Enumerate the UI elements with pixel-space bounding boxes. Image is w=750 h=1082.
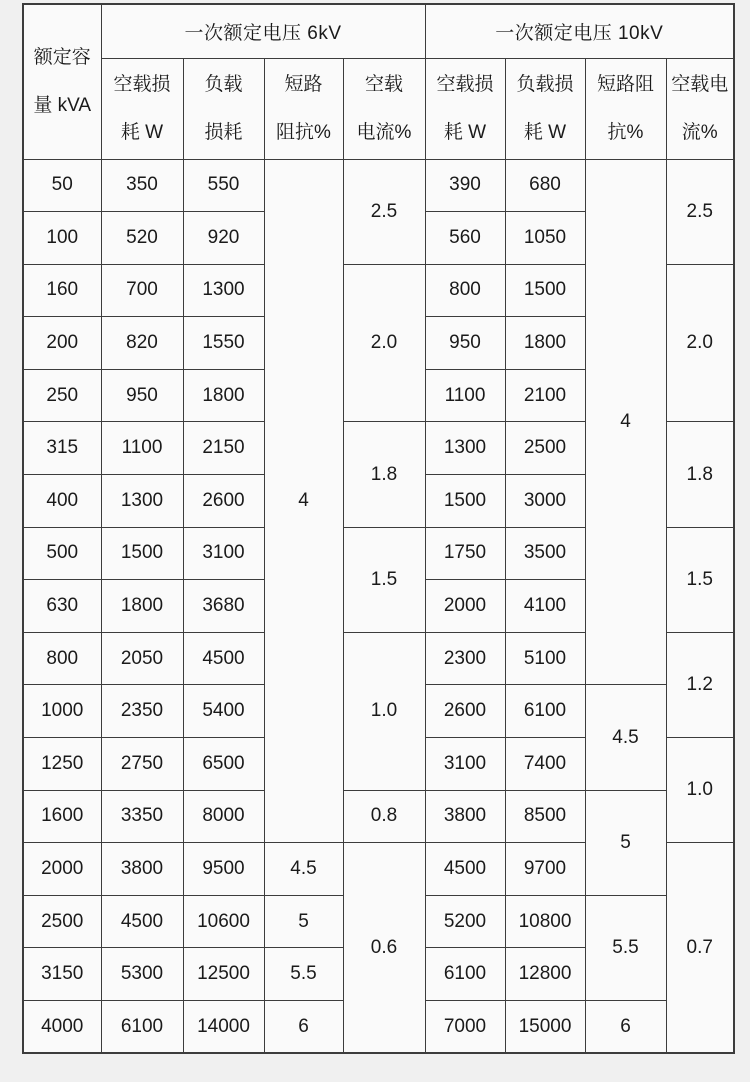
header-kv10-impedance (585, 58, 666, 159)
cell-kv6-no-load-current-pct: 0.6 (343, 843, 425, 1053)
cell-kv6-no-load-loss-w: 2750 (101, 738, 183, 791)
cell-kv10-no-load-current-pct: 1.8 (666, 422, 734, 527)
cell-kv6-load-loss: 2600 (183, 475, 264, 528)
header-line: 空载电 (671, 73, 729, 95)
cell-kv10-no-load-loss-w: 390 (425, 159, 505, 212)
cell-kv10-no-load-loss-w: 2300 (425, 632, 505, 685)
cell-kv6-load-loss: 1800 (183, 369, 264, 422)
cell-kv10-load-loss-w: 2500 (505, 422, 585, 475)
group-header-6kv: 一次额定电压 6kV (101, 4, 425, 58)
cell-kv6-load-loss: 1550 (183, 317, 264, 370)
cell-kv10-no-load-current-pct: 1.5 (666, 527, 734, 632)
cell-kv6-no-load-loss-w: 350 (101, 159, 183, 212)
cell-capacity-kva: 4000 (23, 1001, 101, 1054)
cell-kv10-load-loss-w: 680 (505, 159, 585, 212)
header-line: 电流% (356, 121, 412, 143)
cell-kv6-load-loss: 9500 (183, 843, 264, 896)
cell-capacity-kva: 400 (23, 475, 101, 528)
cell-capacity-kva: 800 (23, 632, 101, 685)
cell-kv6-load-loss: 3680 (183, 580, 264, 633)
cell-kv10-load-loss-w: 1500 (505, 264, 585, 317)
cell-kv6-no-load-loss-w: 1500 (101, 527, 183, 580)
cell-kv6-impedance-pct: 5 (264, 895, 343, 948)
cell-kv10-no-load-loss-w: 5200 (425, 895, 505, 948)
cell-kv10-load-loss-w: 15000 (505, 1001, 585, 1054)
cell-kv6-impedance-pct: 5.5 (264, 948, 343, 1001)
cell-kv10-no-load-current-pct: 1.0 (666, 738, 734, 843)
cell-kv10-no-load-loss-w: 6100 (425, 948, 505, 1001)
cell-kv6-load-loss: 10600 (183, 895, 264, 948)
cell-capacity-kva: 250 (23, 369, 101, 422)
cell-kv10-no-load-loss-w: 2600 (425, 685, 505, 738)
cell-kv6-no-load-current-pct: 2.5 (343, 159, 425, 264)
header-line: 负载损 (516, 73, 574, 95)
cell-kv6-no-load-loss-w: 2050 (101, 632, 183, 685)
cell-kv10-no-load-loss-w: 800 (425, 264, 505, 317)
cell-kv6-no-load-loss-w: 6100 (101, 1001, 183, 1054)
cell-kv10-load-loss-w: 3500 (505, 527, 585, 580)
cell-kv6-no-load-loss-w: 3800 (101, 843, 183, 896)
cell-kv6-no-load-loss-w: 950 (101, 369, 183, 422)
sub-header-row (23, 58, 734, 159)
cell-kv6-no-load-current-pct: 0.8 (343, 790, 425, 843)
cell-kv6-no-load-current-pct: 1.8 (343, 422, 425, 527)
header-kv6-impedance (264, 58, 343, 159)
cell-kv6-no-load-loss-w: 1800 (101, 580, 183, 633)
table-row (23, 159, 734, 212)
header-kv10-load-loss (505, 58, 585, 159)
cell-kv6-load-loss: 5400 (183, 685, 264, 738)
cell-kv6-no-load-loss-w: 1100 (101, 422, 183, 475)
cell-kv6-no-load-loss-w: 820 (101, 317, 183, 370)
header-kv6-no-load-current (343, 58, 425, 159)
cell-capacity-kva: 500 (23, 527, 101, 580)
table-row (23, 790, 734, 843)
cell-kv6-load-loss: 6500 (183, 738, 264, 791)
capacity-header-line1: 额定容 (33, 46, 91, 68)
group-header-10kv: 一次额定电压 10kV (425, 4, 734, 58)
cell-kv10-no-load-loss-w: 1750 (425, 527, 505, 580)
cell-kv6-no-load-loss-w: 5300 (101, 948, 183, 1001)
cell-kv10-load-loss-w: 9700 (505, 843, 585, 896)
header-kv10-no-load-loss (425, 58, 505, 159)
header-line: 空载 (364, 73, 403, 95)
cell-kv6-no-load-loss-w: 520 (101, 212, 183, 265)
cell-capacity-kva: 50 (23, 159, 101, 212)
header-kv6-load-loss (183, 58, 264, 159)
cell-kv6-load-loss: 8000 (183, 790, 264, 843)
cell-kv6-no-load-current-pct: 2.0 (343, 264, 425, 422)
cell-kv6-load-loss: 550 (183, 159, 264, 212)
cell-kv10-impedance-pct: 4 (585, 159, 666, 685)
header-line: 空载损 (436, 73, 494, 95)
cell-capacity-kva: 630 (23, 580, 101, 633)
cell-kv10-load-loss-w: 1800 (505, 317, 585, 370)
header-line: 耗 W (443, 121, 487, 143)
cell-kv6-impedance-pct: 4 (264, 159, 343, 843)
cell-kv6-no-load-loss-w: 4500 (101, 895, 183, 948)
cell-kv6-no-load-loss-w: 1300 (101, 475, 183, 528)
cell-kv10-load-loss-w: 2100 (505, 369, 585, 422)
header-line: 耗 W (523, 121, 567, 143)
cell-kv10-no-load-loss-w: 3800 (425, 790, 505, 843)
header-line: 损耗 (204, 121, 243, 143)
cell-kv6-no-load-loss-w: 700 (101, 264, 183, 317)
cell-kv6-load-loss: 3100 (183, 527, 264, 580)
cell-kv10-impedance-pct: 5.5 (585, 895, 666, 1000)
cell-kv6-load-loss: 14000 (183, 1001, 264, 1054)
cell-kv10-load-loss-w: 1050 (505, 212, 585, 265)
cell-kv10-no-load-loss-w: 1100 (425, 369, 505, 422)
cell-kv10-impedance-pct: 4.5 (585, 685, 666, 790)
cell-capacity-kva: 160 (23, 264, 101, 317)
header-line: 阻抗% (276, 121, 331, 143)
cell-kv10-no-load-loss-w: 4500 (425, 843, 505, 896)
header-line: 短路 (284, 73, 323, 95)
cell-kv10-impedance-pct: 6 (585, 1001, 666, 1054)
cell-capacity-kva: 100 (23, 212, 101, 265)
cell-kv10-no-load-loss-w: 3100 (425, 738, 505, 791)
cell-kv10-impedance-pct: 5 (585, 790, 666, 895)
cell-kv10-no-load-current-pct: 2.5 (666, 159, 734, 264)
group-header-row (23, 4, 734, 58)
cell-kv10-load-loss-w: 4100 (505, 580, 585, 633)
cell-kv6-no-load-current-pct: 1.5 (343, 527, 425, 632)
cell-kv6-impedance-pct: 4.5 (264, 843, 343, 896)
header-kv10-no-load-current (666, 58, 734, 159)
header-line: 空载损 (113, 73, 171, 95)
capacity-header-line2: 量 kVA (33, 94, 92, 116)
cell-kv10-load-loss-w: 10800 (505, 895, 585, 948)
transformer-spec-table (22, 3, 735, 1054)
cell-capacity-kva: 3150 (23, 948, 101, 1001)
cell-kv6-no-load-loss-w: 3350 (101, 790, 183, 843)
cell-kv6-load-loss: 920 (183, 212, 264, 265)
cell-capacity-kva: 2000 (23, 843, 101, 896)
cell-kv6-load-loss: 4500 (183, 632, 264, 685)
header-line: 耗 W (120, 121, 164, 143)
header-kv6-no-load-loss (101, 58, 183, 159)
cell-kv6-load-loss: 12500 (183, 948, 264, 1001)
cell-kv10-no-load-current-pct: 0.7 (666, 843, 734, 1053)
cell-capacity-kva: 1600 (23, 790, 101, 843)
cell-capacity-kva: 315 (23, 422, 101, 475)
cell-kv10-load-loss-w: 12800 (505, 948, 585, 1001)
cell-kv10-no-load-loss-w: 2000 (425, 580, 505, 633)
header-line: 负载 (204, 73, 243, 95)
cell-kv10-no-load-loss-w: 560 (425, 212, 505, 265)
table-body (23, 159, 734, 1053)
cell-kv10-no-load-loss-w: 950 (425, 317, 505, 370)
cell-kv6-load-loss: 1300 (183, 264, 264, 317)
header-line: 抗% (607, 121, 644, 143)
cell-kv10-no-load-loss-w: 1500 (425, 475, 505, 528)
cell-kv10-load-loss-w: 6100 (505, 685, 585, 738)
cell-capacity-kva: 200 (23, 317, 101, 370)
cell-kv6-impedance-pct: 6 (264, 1001, 343, 1054)
cell-kv10-load-loss-w: 7400 (505, 738, 585, 791)
cell-kv10-no-load-current-pct: 1.2 (666, 632, 734, 737)
cell-kv6-load-loss: 2150 (183, 422, 264, 475)
cell-kv6-no-load-current-pct: 1.0 (343, 632, 425, 790)
cell-capacity-kva: 1250 (23, 738, 101, 791)
cell-capacity-kva: 2500 (23, 895, 101, 948)
header-line: 流% (681, 121, 718, 143)
cell-kv10-load-loss-w: 3000 (505, 475, 585, 528)
cell-kv6-no-load-loss-w: 2350 (101, 685, 183, 738)
cell-kv10-no-load-loss-w: 1300 (425, 422, 505, 475)
cell-kv10-no-load-current-pct: 2.0 (666, 264, 734, 422)
cell-capacity-kva: 1000 (23, 685, 101, 738)
cell-kv10-load-loss-w: 5100 (505, 632, 585, 685)
capacity-column-header (23, 4, 101, 159)
cell-kv10-load-loss-w: 8500 (505, 790, 585, 843)
header-line: 短路阻 (596, 73, 654, 95)
cell-kv10-no-load-loss-w: 7000 (425, 1001, 505, 1054)
